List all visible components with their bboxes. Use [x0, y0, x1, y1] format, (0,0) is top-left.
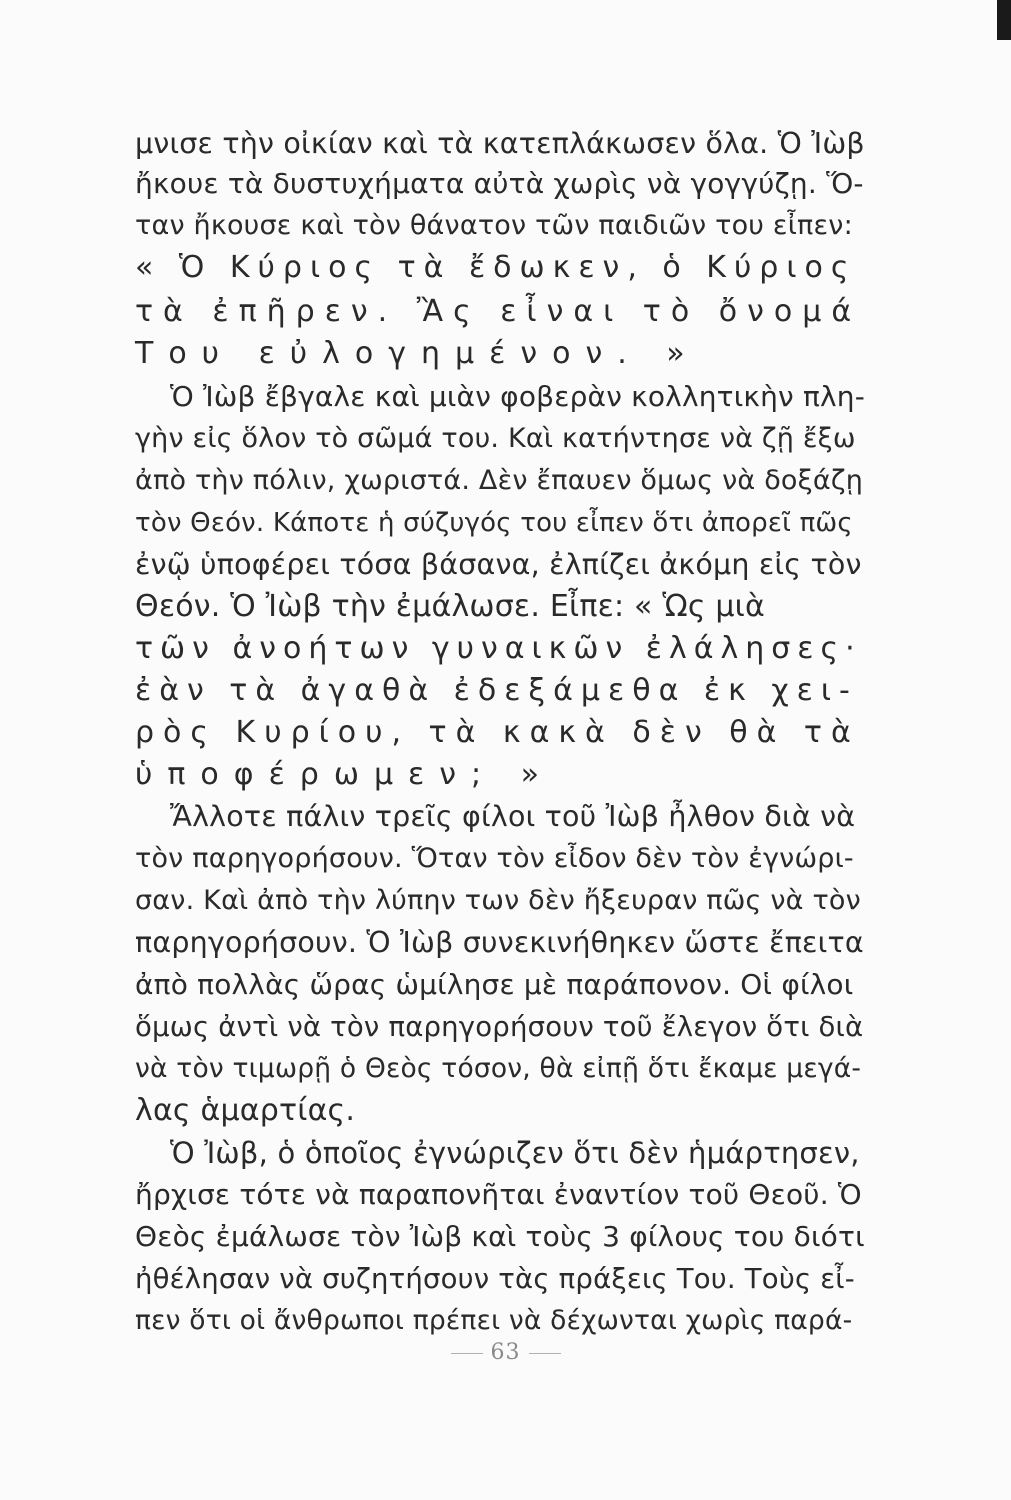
text-line: Ὁ Ἰὼβ, ὁ ὁποῖος ἐγνώριζεν ὅτι δὲν ἡμάρτησεν,	[170, 1136, 860, 1170]
text-line: πεν ὅτι οἱ ἄνθρωποι πρέπει νὰ δέχωνται χωρὶς παρά-	[135, 1305, 853, 1336]
text-line-spaced: ὑποφέρωμεν; »	[135, 757, 555, 792]
text-line: ἐνῷ ὑποφέρει τόσα βάσανα, ἐλπίζει ἀκόμη εἰς τὸν	[135, 548, 862, 581]
text-line: Θεὸς ἐμάλωσε τὸν Ἰὼβ καὶ τοὺς 3 φίλους του διότι	[135, 1220, 865, 1253]
text-line-spaced: « Ὁ Κύριος τὰ ἔδωκεν, ὁ Κύριος	[135, 250, 857, 285]
text-line: ἤκουε τὰ δυστυχήματα αὐτὰ χωρὶς νὰ γογγύζῃ. Ὅ-	[135, 167, 864, 200]
text-line: ἀπὸ τὴν πόλιν, χωριστά. Δὲν ἔπαυεν ὅμως νὰ δοξάζῃ	[135, 465, 864, 496]
page-number-footer	[0, 1340, 1011, 1365]
footer-rule-left	[451, 1353, 483, 1354]
text-line: ἤρχισε τότε νὰ παραπονῆται ἐναντίον τοῦ Θεοῦ. Ὁ	[135, 1178, 862, 1211]
text-line-spaced: Του εὐλογημένον. »	[135, 336, 700, 371]
text-line: ὅμως ἀντὶ νὰ τὸν παρηγορήσουν τοῦ ἔλεγον ὅτι διὰ	[135, 1011, 864, 1043]
text-line: ἀπὸ πολλὰς ὥρας ὡμίλησε μὲ παράπονον. Οἱ φίλοι	[135, 968, 854, 1001]
text-line-spaced: τῶν ἀνοήτων γυναικῶν ἐλάλησες·	[135, 631, 862, 666]
text-line: λας ἁμαρτίας.	[135, 1093, 356, 1128]
text-line: γὴν εἰς ὅλον τὸ σῶμά του. Καὶ κατήντησε νὰ ζῇ ἔξω	[135, 423, 856, 454]
text-line: τὸν Θεόν. Κάποτε ἡ σύζυγός του εἶπεν ὅτι ἀπορεῖ πῶς	[135, 508, 853, 538]
page-number: 63	[490, 1340, 521, 1365]
text-line-spaced: τὰ ἐπῆρεν. Ἂς εἶναι τὸ ὄνομά	[135, 294, 862, 329]
text-line: παρηγορήσουν. Ὁ Ἰὼβ συνεκινήθηκεν ὥστε ἔπειτα	[135, 926, 864, 959]
text-line-spaced: ρὸς Κυρίου, τὰ κακὰ δὲν θὰ τὰ	[135, 715, 860, 750]
text-line: ταν ἤκουσε καὶ τὸν θάνατον τῶν παιδιῶν του εἶπεν:	[135, 210, 853, 241]
text-line: σαν. Καὶ ἀπὸ τὴν λύπην των δὲν ἤξευραν πῶς νὰ τὸν	[135, 885, 861, 916]
text-line: νὰ τὸν τιμωρῇ ὁ Θεὸς τόσον, θὰ εἰπῇ ὅτι ἔκαμε μεγά-	[135, 1053, 862, 1084]
text-line-spaced: ἐὰν τὰ ἀγαθὰ ἐδεξάμεθα ἐκ χει-	[135, 673, 858, 708]
text-line: ἠθέλησαν νὰ συζητήσουν τὰς πράξεις Του. Τοὺς εἶ-	[135, 1263, 855, 1295]
page-edge-mark	[997, 0, 1011, 40]
text-line: Ὁ Ἰὼβ ἔβγαλε καὶ μιὰν φοβερὰν κολλητικὴν πλη-	[170, 380, 866, 413]
text-line: Ἄλλοτε πάλιν τρεῖς φίλοι τοῦ Ἰὼβ ἦλθον διὰ νὰ	[170, 800, 856, 833]
text-line: τὸν παρηγορήσουν. Ὅταν τὸν εἶδον δὲν τὸν ἐγνώρι-	[135, 843, 854, 874]
text-line: Θεόν. Ὁ Ἰὼβ τὴν ἐμάλωσε. Εἶπε: « Ὡς μιὰ	[135, 589, 765, 624]
footer-rule-right	[529, 1353, 561, 1354]
text-line: μνισε τὴν οἰκίαν καὶ τὰ κατεπλάκωσεν ὅλα. Ὁ Ἰὼβ	[135, 127, 865, 160]
